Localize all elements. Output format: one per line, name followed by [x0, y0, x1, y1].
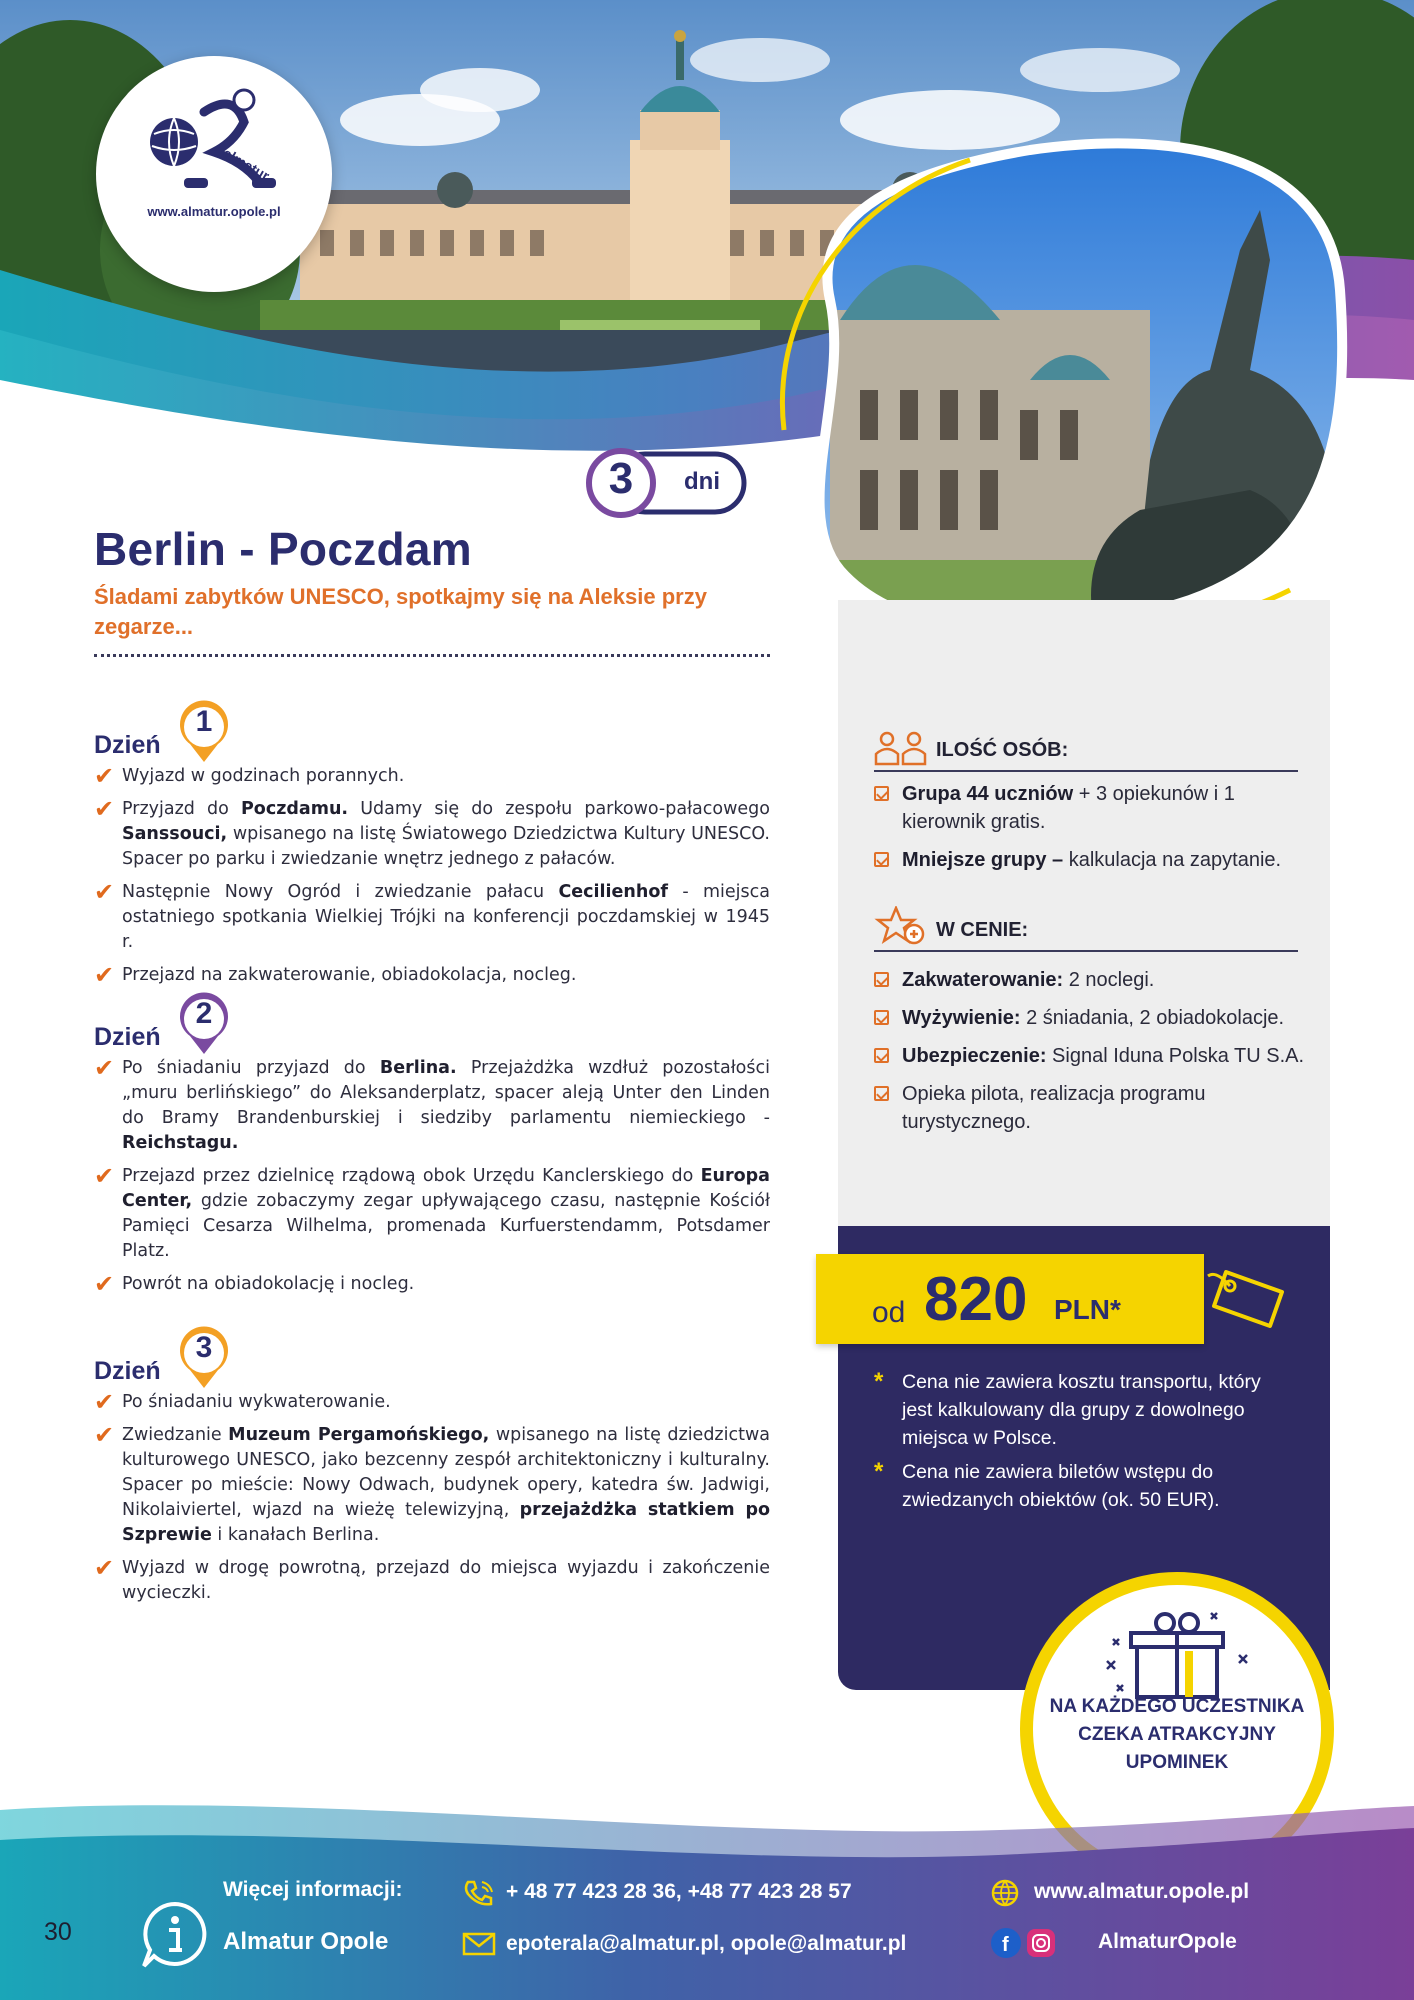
price-currency: PLN* — [1054, 1294, 1121, 1325]
location-pin-icon — [176, 1326, 232, 1396]
phone-icon — [462, 1878, 496, 1908]
price-tag-icon — [1206, 1262, 1296, 1336]
itinerary-item — [94, 1272, 770, 1297]
text: kalkulacja na zapytanie. — [1063, 849, 1282, 871]
berlin-cathedral-photo — [770, 130, 1370, 660]
bold-text: Berlina. — [379, 1058, 457, 1078]
included-list — [874, 966, 1314, 1146]
info-bubble-icon — [140, 1900, 210, 1970]
day-section-2 — [94, 997, 770, 1305]
page-title: Berlin - Poczdam — [94, 523, 472, 575]
itinerary-item — [94, 1423, 770, 1548]
text: i kanałach Berlina. — [211, 1525, 380, 1545]
page-number: 30 — [44, 1918, 72, 1946]
day-label: Dzień — [94, 1023, 161, 1051]
svg-text:almatur: almatur — [220, 144, 273, 184]
itinerary-item — [94, 797, 770, 872]
bold-text: Muzeum Pergamońskiego, — [228, 1425, 490, 1445]
day-section-3 — [94, 1331, 771, 1614]
bold-text: Sanssouci, — [122, 824, 228, 844]
website-url[interactable]: www.almatur.opole.pl — [1034, 1880, 1250, 1903]
price-amount: 820 — [924, 1265, 1028, 1334]
company-name: Almatur Opole — [223, 1928, 389, 1955]
text: wpisanego na listę dziedzictwa kulturowego UNESCO, jako bezcenny zespół architektoniczny i kulturalny. Spacer po mieście: Nowy Odwach, budynek opery, katedra św. Jadwigi, Nikolaiviertel, wjazd na wieżę telewizyjną, — [122, 1425, 771, 1520]
people-icon — [874, 730, 930, 766]
itinerary-item — [94, 1164, 770, 1264]
included-item — [874, 1080, 1314, 1136]
duration-label: dni — [684, 468, 720, 495]
page-subtitle: Śladami zabytków UNESCO, spotkajmy się na Aleksie przy zegarze... — [94, 584, 707, 639]
persons-item — [874, 846, 1314, 874]
text: Signal Iduna Polska TU S.A. — [1046, 1045, 1305, 1067]
itinerary-item — [94, 764, 770, 789]
day-number: 2 — [195, 997, 213, 1030]
text: Udamy się do zespołu parkowo-pałacowego — [348, 799, 770, 819]
day-items — [94, 1056, 770, 1297]
check-icon: ✔ — [94, 795, 115, 823]
text: Zwiedzanie — [122, 1425, 229, 1445]
check-icon: ✔ — [94, 1421, 115, 1449]
day-items — [94, 764, 770, 988]
day-number: 1 — [195, 705, 213, 738]
text: Opieka pilota, realizacja programu turystycznego. — [902, 1083, 1206, 1133]
day-items — [94, 1390, 770, 1606]
gift-text: NA KAŻDEGO UCZESTNIKA CZEKA ATRAKCYJNY UPOMINEK — [1049, 1696, 1305, 1773]
text: wpisanego na listę Światowego Dziedzictwa Kultury UNESCO. Spacer po parku i zwiedzanie wnętrz jednego z pałaców. — [122, 824, 770, 869]
bold-text: Wyżywienie: — [902, 1007, 1021, 1029]
gift-icon — [1099, 1611, 1255, 1701]
included-item — [874, 966, 1314, 994]
itinerary-item — [94, 963, 770, 988]
dotted-divider — [94, 654, 770, 657]
included-item — [874, 1042, 1314, 1070]
text: + 3 opiekunów i 1 kierownik gratis. — [902, 783, 1235, 833]
price-prefix: od — [872, 1296, 906, 1329]
check-icon: ✔ — [94, 1162, 115, 1190]
check-icon: ✔ — [94, 1554, 115, 1582]
bold-text: Europa Center, — [122, 1166, 770, 1211]
text: gdzie zobaczymy zegar upływającego czasu, następnie Kościół Pamięci Cesarza Wilhelma, promenada Kurfuerstendamm, Potsdamer Platz. — [122, 1191, 770, 1261]
bold-text: Poczdamu. — [240, 799, 349, 819]
check-icon: ✔ — [94, 961, 115, 989]
globe-icon — [990, 1878, 1020, 1908]
svg-text:f: f — [1002, 1934, 1009, 1956]
text: 2 noclegi. — [1063, 969, 1155, 991]
included-item — [874, 1004, 1314, 1032]
text: 2 śniadania, 2 obiadokolacje. — [1020, 1007, 1285, 1029]
itinerary-item — [94, 1556, 770, 1606]
text: Przejażdżka wzdłuż pozostałości „muru berlińskiego” do Aleksanderplatz, spacer aleją Unter den Linden do Bramy Brandenburskiej i siedziby parlamentu niemieckiego - — [122, 1058, 770, 1128]
logo-badge[interactable] — [96, 56, 332, 292]
text: Przyjazd do — [122, 799, 241, 819]
day-number: 3 — [195, 1331, 213, 1364]
email-addresses[interactable]: epoterala@almatur.pl, opole@almatur.pl — [506, 1932, 907, 1955]
day-label: Dzień — [94, 731, 161, 759]
almatur-logo-icon — [144, 82, 284, 202]
check-icon: ✔ — [94, 762, 115, 790]
itinerary-item — [94, 1390, 770, 1415]
check-icon: ✔ — [94, 1270, 115, 1298]
text: Przejazd przez dzielnicę rządową obok Urzędu Kanclerskiego do — [122, 1166, 701, 1186]
text: Następnie Nowy Ogród i zwiedzanie pałacu — [122, 882, 559, 902]
text: Po śniadaniu przyjazd do — [122, 1058, 380, 1078]
bold-text: Zakwaterowanie: — [902, 969, 1064, 991]
check-icon: ✔ — [94, 1388, 115, 1416]
day-label: Dzień — [94, 1357, 161, 1385]
checkbox-icon — [874, 1048, 889, 1063]
price-banner — [816, 1254, 1204, 1344]
bold-text: Ubezpieczenie: — [902, 1045, 1047, 1067]
phone-numbers[interactable]: + 48 77 423 28 36, +48 77 423 28 57 — [506, 1880, 852, 1903]
social-icons — [990, 1926, 1090, 1960]
persons-list — [874, 780, 1314, 884]
checkbox-icon — [874, 972, 889, 987]
bold-text: przejażdżka statkiem po Szprewie — [122, 1500, 771, 1545]
bold-text: Cecilienhof — [558, 882, 668, 902]
duration-number: 3 — [608, 454, 634, 503]
logo-url[interactable]: www.almatur.opole.pl — [147, 204, 281, 219]
check-icon: ✔ — [94, 878, 115, 906]
checkbox-icon — [874, 1086, 889, 1101]
included-heading — [874, 904, 1298, 952]
persons-heading — [874, 724, 1298, 772]
text: Wyjazd w godzinach porannych. — [122, 766, 405, 786]
more-info-label: Więcej informacji: — [223, 1878, 403, 1901]
bold-text: Reichstagu. — [122, 1133, 239, 1153]
bold-text: Grupa 44 uczniów — [902, 783, 1074, 805]
itinerary-item — [94, 880, 770, 955]
text: Wyjazd w drogę powrotną, przejazd do miejsca wyjazdu i zakończenie wycieczki. — [122, 1558, 770, 1603]
price-notes — [874, 1368, 1294, 1520]
social-handle[interactable]: AlmaturOpole — [1098, 1930, 1237, 1953]
checkbox-icon — [874, 786, 889, 801]
bold-text: Mniejsze grupy – — [902, 849, 1064, 871]
check-icon: ✔ — [94, 1054, 115, 1082]
text: - miejsca ostatniego spotkania Wielkiej Trójki na konferencji poczdamskiej w 1945 r. — [122, 882, 770, 952]
persons-heading-label: ILOŚĆ OSÓB: — [936, 739, 1069, 761]
checkbox-icon — [874, 1010, 889, 1025]
star-badge-icon — [874, 906, 930, 946]
text: Przejazd na zakwaterowanie, obiadokolacja, nocleg. — [122, 965, 577, 985]
included-heading-label: W CENIE: — [936, 919, 1029, 941]
checkbox-icon — [874, 852, 889, 867]
envelope-icon — [462, 1930, 496, 1956]
text: Powrót na obiadokolację i nocleg. — [122, 1274, 415, 1294]
day-section-1 — [94, 705, 770, 996]
location-pin-icon — [176, 700, 232, 770]
note-item: * Cena nie zawiera biletów wstępu do zwiedzanych obiektów (ok. 50 EUR). — [874, 1458, 1220, 1511]
duration-badge — [586, 448, 748, 518]
persons-item — [874, 780, 1314, 836]
text: Po śniadaniu wykwaterowanie. — [122, 1392, 391, 1412]
location-pin-icon — [176, 992, 232, 1062]
note-item: * Cena nie zawiera kosztu transportu, który jest kalkulowany dla grupy z dowolnego miejsca w Polsce. — [874, 1368, 1261, 1449]
itinerary-item — [94, 1056, 770, 1156]
